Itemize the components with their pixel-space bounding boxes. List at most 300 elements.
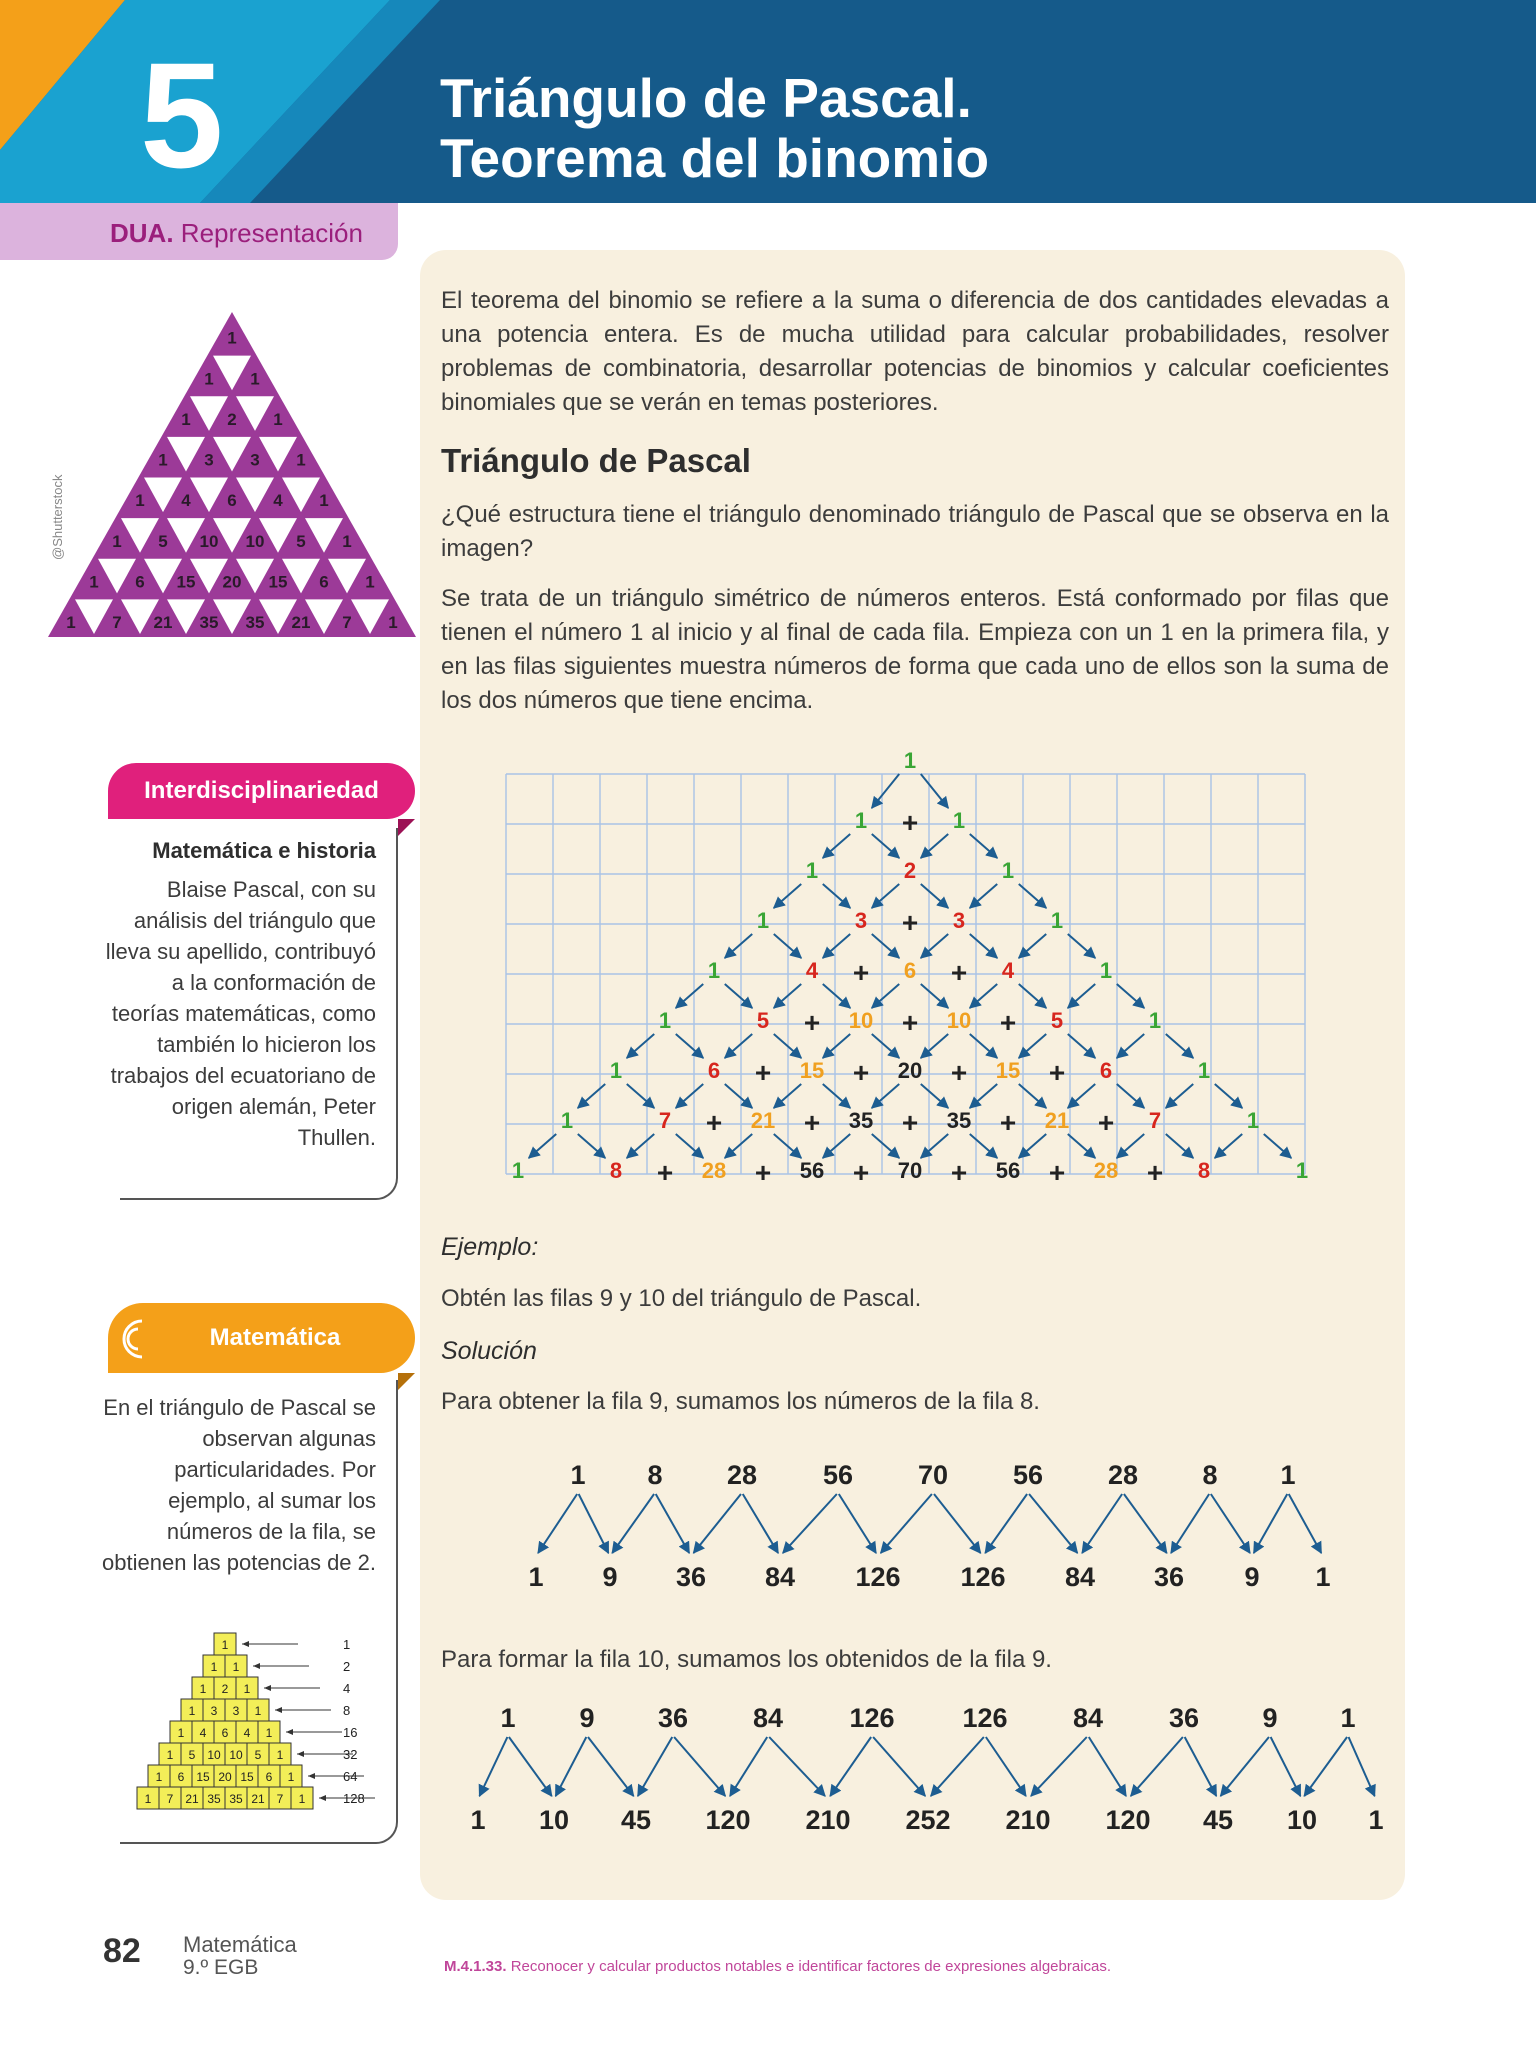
pascal-number: 6: [707, 1058, 721, 1083]
solution-label: Solución: [441, 1337, 537, 1365]
chapter-number: 5: [140, 31, 224, 199]
powers-of-two-triangle: [130, 1630, 390, 1820]
plus-sign: +: [950, 957, 968, 988]
sum-arrow: [872, 774, 899, 808]
plus-sign: +: [803, 1107, 821, 1138]
sum-arrow: [730, 1737, 767, 1796]
sum-arrow: [509, 1737, 552, 1796]
pascal-number: 5: [1050, 1008, 1064, 1033]
sum-arrow: [725, 1134, 752, 1158]
bottom-number: 252: [905, 1805, 951, 1835]
bottom-number: 1: [1368, 1805, 1384, 1835]
pascal-number: 2: [903, 858, 917, 883]
plus-sign: +: [656, 1157, 674, 1180]
power-arrowhead: [264, 1685, 271, 1691]
power-arrowhead: [275, 1707, 282, 1713]
plus-sign: +: [950, 1157, 968, 1180]
sum-arrow: [725, 1084, 752, 1108]
pascal-number: 56: [995, 1158, 1021, 1180]
bottom-number: 9: [1244, 1562, 1260, 1592]
cell-number: 15: [196, 1770, 210, 1784]
top-number: 28: [726, 1460, 758, 1490]
pascal-number: 1: [1246, 1108, 1260, 1133]
sum-arrow: [676, 1084, 703, 1108]
top-number: 8: [1202, 1460, 1218, 1490]
cell-number: 1: [210, 1660, 218, 1674]
plus-sign: +: [852, 1157, 870, 1180]
pascal-number: 3: [854, 908, 868, 933]
sum-arrow: [986, 1737, 1026, 1796]
plus-sign: +: [999, 1007, 1017, 1038]
sum-arrow: [1166, 1134, 1193, 1158]
cell-number: 3: [210, 1704, 218, 1718]
cell-number: 2: [221, 1682, 229, 1696]
top-number: 9: [1262, 1703, 1278, 1733]
triangle-number: 1: [227, 328, 237, 348]
pascal-number: 1: [658, 1008, 672, 1033]
sum-arrow: [1131, 1737, 1183, 1796]
power-arrowhead: [253, 1663, 260, 1669]
example-label: Ejemplo:: [441, 1233, 539, 1261]
plus-sign: +: [1048, 1057, 1066, 1088]
sum-arrow: [873, 1737, 925, 1796]
sum-arrow: [529, 1134, 556, 1158]
sum-arrow: [538, 1494, 577, 1553]
sum-arrow: [1117, 1134, 1144, 1158]
triangle-number: 5: [296, 531, 306, 551]
cell-number: 7: [276, 1792, 284, 1806]
sum-arrow: [823, 1084, 850, 1108]
sum-arrow: [970, 1084, 997, 1108]
top-number: 9: [579, 1703, 595, 1733]
sidebar1-body: Blaise Pascal, con su análisis del triángulo que lleva su apellido, contribuyó a la conformación de teorías matemáticas, como también lo hicieron los trabajos del ecuatoriano de origen alemán, Peter Thullen.: [105, 877, 376, 1150]
triangle-number: 21: [291, 613, 311, 633]
triangle-number: 10: [199, 531, 219, 551]
sum-arrow: [1185, 1737, 1217, 1796]
sum-arrow: [970, 1034, 997, 1058]
sum-arrow: [578, 1134, 605, 1158]
power-of-two: 2: [343, 1659, 351, 1674]
bottom-number: 36: [1153, 1562, 1185, 1592]
top-number: 84: [752, 1703, 784, 1733]
sum-arrow: [970, 934, 997, 958]
sum-arrow: [578, 1084, 605, 1108]
pascal-number: 1: [1148, 1008, 1162, 1033]
sum-arrow: [612, 1494, 654, 1553]
triangle-number: 1: [319, 491, 329, 511]
triangle-number: 1: [250, 369, 260, 389]
triangle-number: 1: [342, 531, 352, 551]
pascal-number: 28: [701, 1158, 727, 1180]
triangle-number: 1: [66, 613, 76, 633]
cell-number: 1: [188, 1704, 196, 1718]
cell-number: 3: [232, 1704, 240, 1718]
pascal-number: 1: [560, 1108, 574, 1133]
pascal-number: 4: [1001, 958, 1015, 983]
sum-arrow: [1068, 934, 1095, 958]
explanation-paragraph: Se trata de un triángulo simétrico de números enteros. Está conformado por filas que tienen el número 1 al inicio y al final de cada fila. Empieza con un 1 en la primera fila, y en las filas siguientes muestra números de forma que cada uno de ellos son la suma de los dos números que tiene encima.: [441, 585, 1389, 714]
sum-arrow: [823, 934, 850, 958]
triangle-number: 35: [245, 613, 265, 633]
power-arrowhead: [308, 1773, 315, 1779]
triangle-number: 10: [245, 531, 265, 551]
pascal-number: 1: [952, 808, 966, 833]
plus-sign: +: [705, 1107, 723, 1138]
power-of-two: 1: [343, 1637, 351, 1652]
triangle-number: 1: [273, 409, 283, 429]
pascal-number: 1: [609, 1058, 623, 1083]
pascal-number: 28: [1093, 1158, 1119, 1180]
power-of-two: 16: [343, 1725, 358, 1740]
step1-text: Para obtener la fila 9, sumamos los números de la fila 8.: [441, 1388, 1040, 1415]
triangle-number: 15: [268, 572, 288, 592]
plus-sign: +: [901, 907, 919, 938]
pascal-number: 15: [799, 1058, 825, 1083]
triangle-number: 1: [365, 572, 375, 592]
power-of-two: 4: [343, 1681, 351, 1696]
top-number: 84: [1072, 1703, 1104, 1733]
sum-arrow: [830, 1737, 871, 1796]
pascal-number: 10: [946, 1008, 972, 1033]
sum-arrow: [921, 1084, 948, 1108]
triangle-number: 7: [342, 613, 352, 633]
pascal-number: 1: [1050, 908, 1064, 933]
sum-arrow: [676, 1034, 703, 1058]
top-number: 8: [647, 1460, 663, 1490]
sum-arrow: [656, 1494, 689, 1553]
pascal-number: 20: [897, 1058, 923, 1083]
dua-rest: Representación: [180, 218, 363, 248]
sum-arrow: [556, 1737, 587, 1796]
top-number: 126: [962, 1703, 1008, 1733]
header-corner-graphic: [0, 0, 470, 203]
example-text: Obtén las filas 9 y 10 del triángulo de Pascal.: [441, 1285, 922, 1312]
cell-number: 1: [276, 1748, 284, 1762]
sum-arrow: [872, 1084, 899, 1108]
bottom-number: 9: [602, 1562, 618, 1592]
cell-number: 4: [199, 1726, 207, 1740]
pascal-number: 56: [799, 1158, 825, 1180]
triangle-number: 1: [181, 409, 191, 429]
pascal-number: 1: [1295, 1158, 1309, 1180]
cell-number: 15: [240, 1770, 254, 1784]
power-arrowhead: [297, 1751, 304, 1757]
plus-sign: +: [901, 1107, 919, 1138]
cell-number: 7: [166, 1792, 174, 1806]
sum-arrow: [1068, 1084, 1095, 1108]
top-number: 1: [1340, 1703, 1356, 1733]
pascal-number: 1: [707, 958, 721, 983]
triangle-number: 35: [199, 613, 219, 633]
triangle-number: 1: [296, 450, 306, 470]
sum-arrow: [676, 984, 703, 1008]
cell-number: 6: [221, 1726, 229, 1740]
sum-arrow: [1068, 984, 1095, 1008]
sum-arrow: [1089, 1737, 1126, 1796]
sum-arrow: [1171, 1494, 1209, 1553]
triangle-number: 15: [176, 572, 196, 592]
pascal-number: 35: [848, 1108, 874, 1133]
top-number: 70: [917, 1460, 949, 1490]
cell-number: 1: [265, 1726, 273, 1740]
sidebar2-body: En el triángulo de Pascal se observan algunas particularidades. Por ejemplo, al sumar los números de la fila, se obtienen las potencias de 2.: [102, 1395, 376, 1575]
sum-arrow: [725, 1034, 752, 1058]
plus-sign: +: [901, 807, 919, 838]
sum-arrow: [1031, 1737, 1087, 1796]
sum-arrow: [1029, 1494, 1077, 1553]
bottom-number: 45: [620, 1805, 652, 1835]
bottom-number: 10: [1286, 1805, 1318, 1835]
sum-arrow: [934, 1494, 981, 1553]
plus-sign: +: [901, 1007, 919, 1038]
top-number: 126: [849, 1703, 895, 1733]
footer-subject: Matemática: [183, 1932, 297, 1957]
power-of-two: 32: [343, 1747, 358, 1762]
row9-derivation: [440, 1450, 1360, 1600]
pascal-number: 21: [1044, 1108, 1070, 1133]
sum-arrow: [480, 1737, 508, 1796]
top-number: 36: [657, 1703, 689, 1733]
sum-arrow: [985, 1494, 1027, 1553]
bottom-number: 210: [805, 1805, 851, 1835]
sum-arrow: [1215, 1134, 1242, 1158]
matematica-icon: [112, 1315, 152, 1365]
sum-arrow: [921, 774, 948, 808]
pascal-number: 4: [805, 958, 819, 983]
sum-arrow: [881, 1494, 932, 1553]
sum-arrow: [743, 1494, 778, 1553]
tab-fold: [398, 1373, 415, 1390]
sum-arrow: [823, 1034, 850, 1058]
triangle-number: 6: [319, 572, 329, 592]
bottom-number: 126: [960, 1562, 1006, 1592]
sum-arrow: [1068, 1134, 1095, 1158]
sum-arrow: [1166, 1034, 1193, 1058]
triangle-number: 2: [227, 409, 237, 429]
sum-arrow: [769, 1737, 825, 1796]
power-arrowhead: [319, 1795, 326, 1801]
sum-arrow: [1271, 1737, 1301, 1796]
bottom-number: 1: [470, 1805, 486, 1835]
sum-arrow: [839, 1494, 876, 1553]
cell-number: 1: [232, 1660, 240, 1674]
sum-arrow: [627, 1134, 654, 1158]
cell-number: 1: [287, 1770, 295, 1784]
power-arrowhead: [242, 1641, 249, 1647]
plus-sign: +: [1146, 1157, 1164, 1180]
pascal-number: 1: [805, 858, 819, 883]
plus-sign: +: [852, 957, 870, 988]
top-number: 1: [1280, 1460, 1296, 1490]
power-of-two: 64: [343, 1769, 358, 1784]
cell-number: 1: [221, 1638, 229, 1652]
cell-number: 10: [229, 1748, 243, 1762]
standard-text: Reconocer y calcular productos notables e identificar factores de expresiones algebraicas.: [510, 1958, 1112, 1975]
sum-arrow: [1068, 1034, 1095, 1058]
top-number: 56: [822, 1460, 854, 1490]
sum-arrow: [823, 1134, 850, 1158]
cell-number: 35: [229, 1792, 243, 1806]
top-number: 1: [500, 1703, 516, 1733]
triangle-number: 1: [388, 613, 398, 633]
triangle-number: 3: [204, 450, 214, 470]
sum-arrow: [1166, 1084, 1193, 1108]
bottom-number: 1: [1315, 1562, 1331, 1592]
sum-arrow: [872, 884, 899, 908]
triangle-number: 3: [250, 450, 260, 470]
dua-label: [110, 218, 363, 249]
plus-sign: +: [950, 1057, 968, 1088]
triangle-number: 1: [89, 572, 99, 592]
bottom-number: 36: [675, 1562, 707, 1592]
top-number: 28: [1107, 1460, 1139, 1490]
sum-arrow: [627, 1034, 654, 1058]
step2-text: Para formar la fila 10, sumamos los obtenidos de la fila 9.: [441, 1646, 1052, 1673]
bottom-number: 120: [705, 1805, 751, 1835]
sum-arrow: [921, 834, 948, 858]
bottom-number: 45: [1202, 1805, 1234, 1835]
sum-arrow: [725, 984, 752, 1008]
cell-number: 5: [254, 1748, 262, 1762]
bottom-number: 210: [1005, 1805, 1051, 1835]
triangle-number: 6: [227, 491, 237, 511]
sum-arrow: [970, 834, 997, 858]
cell-number: 35: [207, 1792, 221, 1806]
triangle-number: 1: [112, 531, 122, 551]
cell-number: 1: [199, 1682, 207, 1696]
cell-number: 1: [254, 1704, 262, 1718]
sum-arrow: [872, 934, 899, 958]
cell-number: 1: [166, 1748, 174, 1762]
triangle-number: 4: [273, 491, 283, 511]
plus-sign: +: [852, 1057, 870, 1088]
sum-arrow: [783, 1494, 837, 1553]
plus-sign: +: [754, 1057, 772, 1088]
pascal-number: 8: [609, 1158, 623, 1180]
sum-arrow: [1254, 1494, 1287, 1553]
footer-grade: 9.º EGB: [183, 1956, 259, 1979]
pascal-number: 35: [946, 1108, 972, 1133]
cell-number: 1: [177, 1726, 185, 1740]
plus-sign: +: [1097, 1107, 1115, 1138]
bottom-number: 84: [1064, 1562, 1096, 1592]
cell-number: 1: [298, 1792, 306, 1806]
dua-bold: DUA.: [110, 218, 174, 248]
sum-arrow: [872, 984, 899, 1008]
pascal-triangle-illustration: [48, 312, 416, 637]
sum-arrow: [970, 984, 997, 1008]
sum-arrow: [1117, 984, 1144, 1008]
cell-number: 5: [188, 1748, 196, 1762]
sum-arrow: [1124, 1494, 1167, 1553]
sum-arrow: [1264, 1134, 1291, 1158]
pascal-number: 7: [658, 1108, 672, 1133]
curriculum-standard: [444, 1958, 1111, 1975]
sum-arrow: [1349, 1737, 1375, 1796]
cell-number: 21: [251, 1792, 265, 1806]
pascal-number: 7: [1148, 1108, 1162, 1133]
top-number: 1: [570, 1460, 586, 1490]
sum-arrow: [1289, 1494, 1322, 1553]
power-of-two: 128: [343, 1791, 365, 1806]
sum-arrow: [921, 934, 948, 958]
pascal-number: 5: [756, 1008, 770, 1033]
sum-arrow: [1215, 1084, 1242, 1108]
standard-code: M.4.1.33.: [444, 1958, 507, 1975]
photo-credit: @Shutterstock: [50, 474, 65, 560]
bottom-number: 120: [1105, 1805, 1151, 1835]
section-title: Triángulo de Pascal: [441, 442, 751, 479]
page-number: 82: [103, 1932, 141, 1970]
row10-derivation: [440, 1693, 1400, 1843]
sum-arrow: [1221, 1737, 1269, 1796]
bottom-number: 1: [528, 1562, 544, 1592]
plus-sign: +: [1048, 1157, 1066, 1180]
triangle-number: 20: [222, 572, 242, 592]
power-of-two: 8: [343, 1703, 351, 1718]
pascal-number: 70: [897, 1158, 923, 1180]
cell-number: 20: [218, 1770, 232, 1784]
sum-arrow: [823, 984, 850, 1008]
power-arrowhead: [286, 1729, 293, 1735]
sum-arrow: [1211, 1494, 1250, 1553]
pascal-number: 6: [903, 958, 917, 983]
sum-arrow: [676, 1134, 703, 1158]
cell-number: 1: [155, 1770, 163, 1784]
sum-arrow: [674, 1737, 725, 1796]
pascal-number: 15: [995, 1058, 1021, 1083]
plus-sign: +: [999, 1107, 1017, 1138]
bottom-number: 84: [764, 1562, 796, 1592]
pascal-number: 6: [1099, 1058, 1113, 1083]
pascal-grid-diagram: [440, 740, 1340, 1180]
bottom-number: 10: [538, 1805, 570, 1835]
triangle-number: 1: [204, 369, 214, 389]
plus-sign: +: [754, 1157, 772, 1180]
sum-arrow: [970, 884, 997, 908]
cell-number: 4: [243, 1726, 251, 1740]
sum-arrow: [970, 1134, 997, 1158]
triangle-number: 6: [135, 572, 145, 592]
pascal-number: 1: [511, 1158, 525, 1180]
sum-arrow: [921, 1034, 948, 1058]
triangle-number: 7: [112, 613, 122, 633]
cell-number: 6: [265, 1770, 273, 1784]
sum-arrow: [921, 884, 948, 908]
page-title-line2: Teorema del binomio: [440, 127, 990, 189]
pascal-number: 3: [952, 908, 966, 933]
sum-arrow: [921, 1134, 948, 1158]
cell-number: 6: [177, 1770, 185, 1784]
matematica-label: Matemática: [209, 1324, 341, 1351]
sum-arrow: [579, 1494, 609, 1553]
sum-arrow: [588, 1737, 634, 1796]
pascal-number: 1: [903, 748, 917, 773]
pascal-number: 1: [756, 908, 770, 933]
sum-arrow: [627, 1084, 654, 1108]
pascal-number: 1: [1001, 858, 1015, 883]
sum-arrow: [872, 1134, 899, 1158]
intro-paragraph: El teorema del binomio se refiere a la suma o diferencia de dos cantidades elevadas a una potencia entera. Es de mucha utilidad para calcular probabilidades, resolver problemas de combinatoria, desarrollar potencias de binomios y calcular coeficientes binomiales que se verán en temas posteriores.: [441, 287, 1389, 416]
sum-arrow: [921, 984, 948, 1008]
sum-arrow: [1304, 1737, 1347, 1796]
top-number: 56: [1012, 1460, 1044, 1490]
pascal-number: 21: [750, 1108, 776, 1133]
sidebar1-subtitle: Matemática e historia: [152, 838, 376, 863]
pascal-number: 8: [1197, 1158, 1211, 1180]
sum-arrow: [694, 1494, 741, 1553]
pascal-number: 1: [1197, 1058, 1211, 1083]
